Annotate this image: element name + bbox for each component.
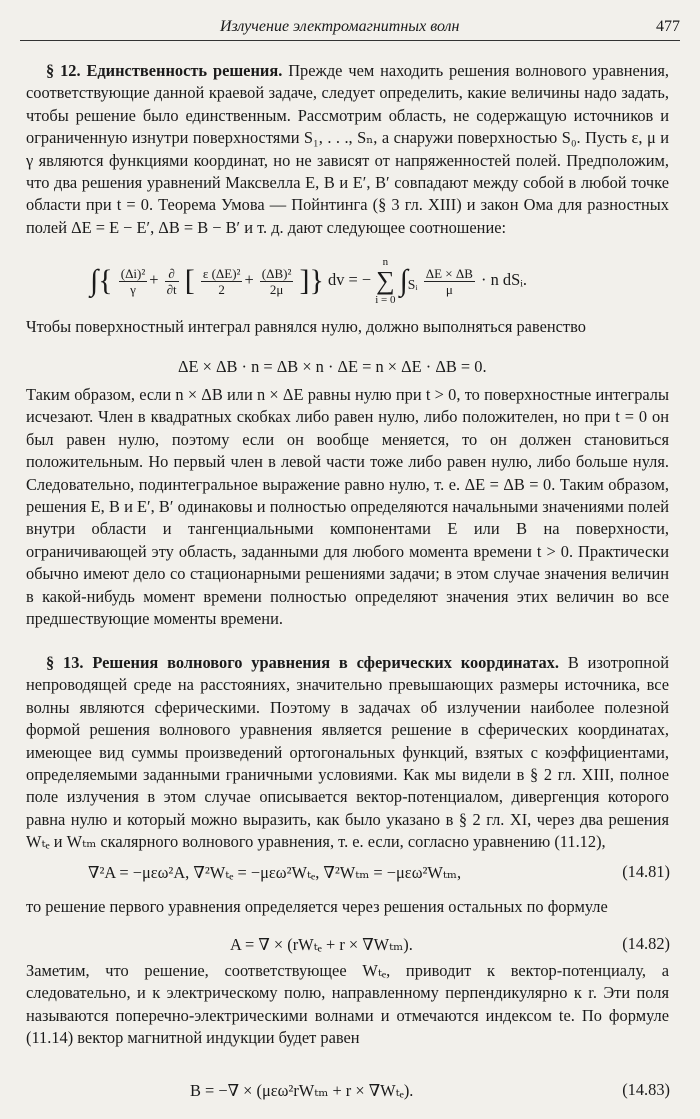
section-13-heading: § 13. Решения волнового уравнения в сферических координатах. <box>46 653 559 672</box>
equation-14-82: A = ∇ × (rWₜₑ + r × ∇Wₜₘ). <box>230 935 413 954</box>
running-title: Излучение электромагнитных волн <box>220 18 460 35</box>
section-12-paragraph-1 <box>26 60 669 239</box>
equation-energy-balance: ∫{ $\frac{\text{(Δi)²}}{\gamma}$ + $\frac{\partial}{\partial t}$ [ $\frac{\text{ε (ΔE)²}}{2}$ + $\frac{\text{(ΔB)²}}{2\mu}$ ]} dv = − n ∑ i = 0 $\int_{Sᵢ}$ $\frac{\Delta E \times \Delta B}{\mu}$ · n dSᵢ. <box>90 256 527 306</box>
equation-14-83: B = −∇ × (μεω²rWₜₘ + r × ∇Wₜₑ). <box>190 1081 414 1100</box>
equation-number-14-81: (14.81) <box>622 862 670 881</box>
equation-number-14-83: (14.83) <box>622 1080 670 1099</box>
running-header <box>20 18 680 41</box>
section-12-heading: § 12. Единственность решения. <box>46 61 283 80</box>
section-13-paragraph-1: § 13. Решения волнового уравнения в сферических координатах. В изотропной непроводящей среде на расстояниях, значительно превышающих размеры источника, все волны являются сферическими. Поэтому в задачах об излучении наиболее полезной формой решения волнового уравнения является решение в сферических координатах, имеющее вид суммы произведений ортогональных функций, взятых с коэффициентами, определяемыми заданными граничными условиями. Как мы видели в § 2 гл. XIII, полное поле излучения в этом случае описывается вектор-потенциалом, дивергенция которого равна нулю и который можно выразить, как было указано в § 2 гл. XI, через два решения Wₜₑ и Wₜₘ скалярного волнового уравнения, т. е. если, согласно уравнению (11.12), <box>26 653 669 852</box>
equation-14-81: ∇²A = −μεω²A, ∇²Wₜₑ = −μεω²Wₜₑ, ∇²Wₜₘ = −μεω²Wₜₘ, <box>88 863 462 882</box>
section-13-paragraph-3: Заметим, что решение, соответствующее Wₜₑ, приводит к вектор-потенциалу, а следовательно, и к электрическому полю, направленному перпендикулярно к r. Эти поля называются поперечно-электрическими волнами и отмечаются индексом te. По формуле (11.14) вектор магнитной индукции будет равен <box>26 961 669 1048</box>
equation-surface-condition: ΔE × ΔB · n = ΔB × n · ΔE = n × ΔE · ΔB = 0. <box>178 357 487 376</box>
page-number: 477 <box>656 18 680 35</box>
equation-number-14-82: (14.82) <box>622 934 670 953</box>
section-12-paragraph-2: Чтобы поверхностный интеграл равнялся нулю, должно выполняться равенство <box>26 317 586 336</box>
section-12-paragraph-3: Таким образом, если n × ΔB или n × ΔE равны нулю при t > 0, то поверхностные интегралы исчезают. Член в квадратных скобках либо равен нулю, либо положителен, но при t = 0 он был равен нулю, поэтому если он вообще меняется, то он должен становиться положительным. Но первый член в левой части тоже либо равен нулю, либо больше нуля. Следовательно, подинтегральное выражение равно нулю, т. е. ΔE = ΔB = 0. Таким образом, решения E, B и E′, B′ одинаковы и полностью определяются начальными значениями полей внутри области и тангенциальными компонентами E или B на поверхности, ограничивающей эту область, заданными для любого момента времени t > 0. Практически обычно имеют дело со стационарными решениями задачи; в этом случае значения величин в какой-нибудь момент времени полностью определяют значения этих величин во все предшествующие моменты времени. <box>26 385 669 629</box>
section-12-text-1: Прежде чем находить решения волнового уравнения, соответствующие данной краевой задаче, следует определить, какие величины надо задать, чтобы решение было единственным. Рассмотрим область, не содержащую источников и ограниченную изнутри поверхностями S₁, . . ., Sₙ, а снаружи поверхностью S₀. Пусть ε, μ и γ являются функциями координат, но не зависят от напряженностей полей. Предположим, что два решения уравнений Максвелла E, B и E′, B′ совпадают между собой в любой точке области при t = 0. Теорема Умова — Пойнтинга (§ 3 гл. XIII) и закон Ома для разностных полей ΔE = E − E′, ΔB = B − B′ и т. д. дают следующее соотношение: <box>26 61 669 237</box>
section-13-paragraph-2: то решение первого уравнения определяется через решения остальных по формуле <box>26 897 608 916</box>
